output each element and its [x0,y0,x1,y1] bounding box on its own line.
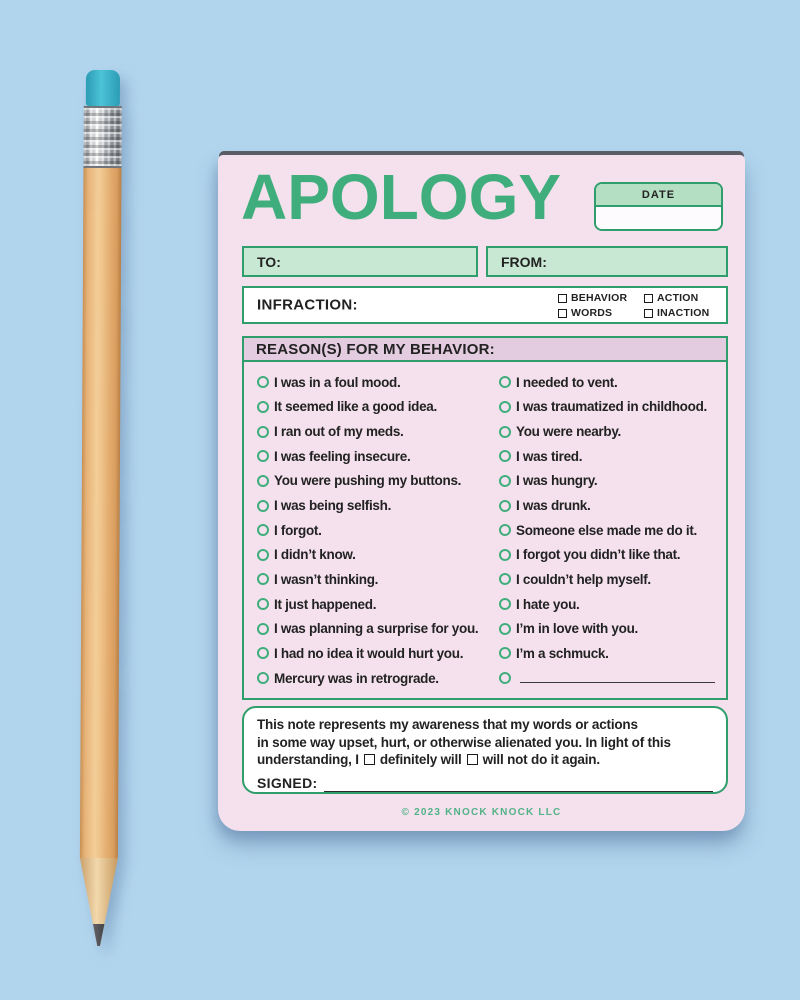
reason-label: I ran out of my meds. [274,424,404,440]
reason-label: It seemed like a good idea. [274,399,437,415]
reason-checkbox-circle[interactable] [257,573,269,585]
reason-item [499,518,725,543]
to-label: TO: [257,253,281,270]
reason-label: I was hungry. [516,473,598,489]
reason-item [257,542,495,567]
checkbox-will-not[interactable] [467,754,478,765]
agreement-section [242,706,728,794]
reason-item [257,641,495,666]
reason-item [257,616,495,641]
reason-item [257,567,495,592]
reason-label: I had no idea it would hurt you. [274,645,464,661]
reason-checkbox-circle[interactable] [257,450,269,462]
reason-checkbox-circle[interactable] [499,672,511,684]
reason-checkbox-circle[interactable] [499,500,511,512]
reason-checkbox-circle[interactable] [499,524,511,536]
reason-checkbox-circle[interactable] [257,401,269,413]
reason-checkbox-circle[interactable] [257,549,269,561]
reason-item [499,493,725,518]
checkbox-behavior[interactable] [558,294,567,303]
reason-checkbox-circle[interactable] [499,598,511,610]
signed-row [257,775,713,793]
apology-notepad [218,155,745,831]
pencil-body [80,168,122,858]
reason-checkbox-circle[interactable] [257,524,269,536]
reason-item [257,419,495,444]
reason-checkbox-circle[interactable] [257,500,269,512]
reason-item [257,469,495,494]
signed-signature-line[interactable] [324,780,713,792]
reason-item [499,567,725,592]
reason-label: I was drunk. [516,498,591,514]
infraction-option-words [558,307,644,319]
infraction-options [558,292,709,319]
pencil-sharpened-cone [79,858,117,946]
page-title: APOLOGY [241,161,562,233]
reasons-header: REASON(S) FOR MY BEHAVIOR: [244,338,726,362]
reason-label: I’m a schmuck. [516,645,609,661]
reason-label: I needed to vent. [516,374,618,390]
reason-label: I couldn’t help myself. [516,571,651,587]
reason-item [499,469,725,494]
reason-label: I was being selfish. [274,498,392,514]
reason-item-write-in [499,666,725,691]
reason-label: I’m in love with you. [516,621,638,637]
agreement-option-a: definitely will [379,752,462,767]
reason-checkbox-circle[interactable] [499,549,511,561]
agreement-option-b: will not do it again. [482,752,600,767]
reason-checkbox-circle[interactable] [257,376,269,388]
checkbox-label: WORDS [571,307,613,319]
infraction-option-inaction [644,307,709,319]
from-label: FROM: [501,253,547,270]
infraction-section [242,286,728,324]
reasons-column-left [257,370,495,690]
checkbox-definitely-will[interactable] [364,754,375,765]
reason-label: I forgot you didn’t like that. [516,547,681,563]
reason-checkbox-circle[interactable] [257,475,269,487]
reason-label: Mercury was in retrograde. [274,670,439,686]
reason-label: You were pushing my buttons. [274,473,462,489]
reason-item [257,518,495,543]
reason-item [257,592,495,617]
pencil-graphite-tip [79,924,117,946]
reason-checkbox-circle[interactable] [499,623,511,635]
reason-item [499,616,725,641]
reason-label: I was feeling insecure. [274,448,411,464]
reason-item [499,592,725,617]
pencil [79,70,122,946]
reason-item [257,395,495,420]
reason-label: I was tired. [516,448,583,464]
date-label: DATE [596,184,721,207]
checkbox-label: ACTION [657,292,699,304]
reason-checkbox-circle[interactable] [257,426,269,438]
checkbox-label: INACTION [657,307,710,319]
reason-label: I was in a foul mood. [274,374,401,390]
checkbox-action[interactable] [644,294,653,303]
reason-item [499,641,725,666]
reason-checkbox-circle[interactable] [499,376,511,388]
reason-item [257,666,495,691]
agreement-line-3-text: understanding, I [257,752,359,767]
infraction-label: INFRACTION: [257,296,358,314]
checkbox-label: BEHAVIOR [571,292,628,304]
reason-label: I was traumatized in childhood. [516,399,707,415]
reason-checkbox-circle[interactable] [257,672,269,684]
from-field[interactable] [486,246,728,277]
reason-checkbox-circle[interactable] [257,598,269,610]
agreement-line-1: This note represents my awareness that my words or actions [257,717,638,732]
infraction-option-behavior [558,292,644,304]
reason-item [499,542,725,567]
reason-item [499,370,725,395]
reason-label: I didn’t know. [274,547,356,563]
reason-checkbox-circle[interactable] [499,475,511,487]
reason-label: I hate you. [516,596,580,612]
reason-checkbox-circle[interactable] [257,623,269,635]
reason-label: I wasn’t thinking. [274,571,379,587]
reason-label: I was planning a surprise for you. [274,621,479,637]
reasons-section [242,336,728,700]
reason-item [257,493,495,518]
date-field[interactable] [596,207,721,231]
reason-checkbox-circle[interactable] [257,647,269,659]
infraction-option-action [644,292,709,304]
reason-item [257,370,495,395]
reasons-list-right [499,370,725,666]
pencil-ferrule [83,106,121,168]
reason-checkbox-circle[interactable] [499,426,511,438]
checkbox-inaction[interactable] [644,309,653,318]
reason-item [257,444,495,469]
reason-item [499,419,725,444]
pencil-eraser [86,70,120,106]
reason-checkbox-circle[interactable] [499,573,511,585]
signed-label: SIGNED: [257,774,318,791]
reason-item [499,395,725,420]
copyright-text: © 2023 KNOCK KNOCK LLC [401,807,562,818]
reason-checkbox-circle[interactable] [499,647,511,659]
agreement-line-2: in some way upset, hurt, or otherwise alienated you. In light of this [257,734,671,750]
reason-checkbox-circle[interactable] [499,401,511,413]
reason-checkbox-circle[interactable] [499,450,511,462]
reason-label: You were nearby. [516,424,621,440]
to-field[interactable] [242,246,478,277]
reason-label: It just happened. [274,596,377,612]
reasons-column-right [499,370,725,690]
write-in-line[interactable] [520,682,715,683]
reason-label: Someone else made me do it. [516,522,697,538]
checkbox-words[interactable] [558,309,567,318]
agreement-line-3 [257,751,713,769]
reason-label: I forgot. [274,522,322,538]
reason-item [499,444,725,469]
date-box [594,182,723,231]
